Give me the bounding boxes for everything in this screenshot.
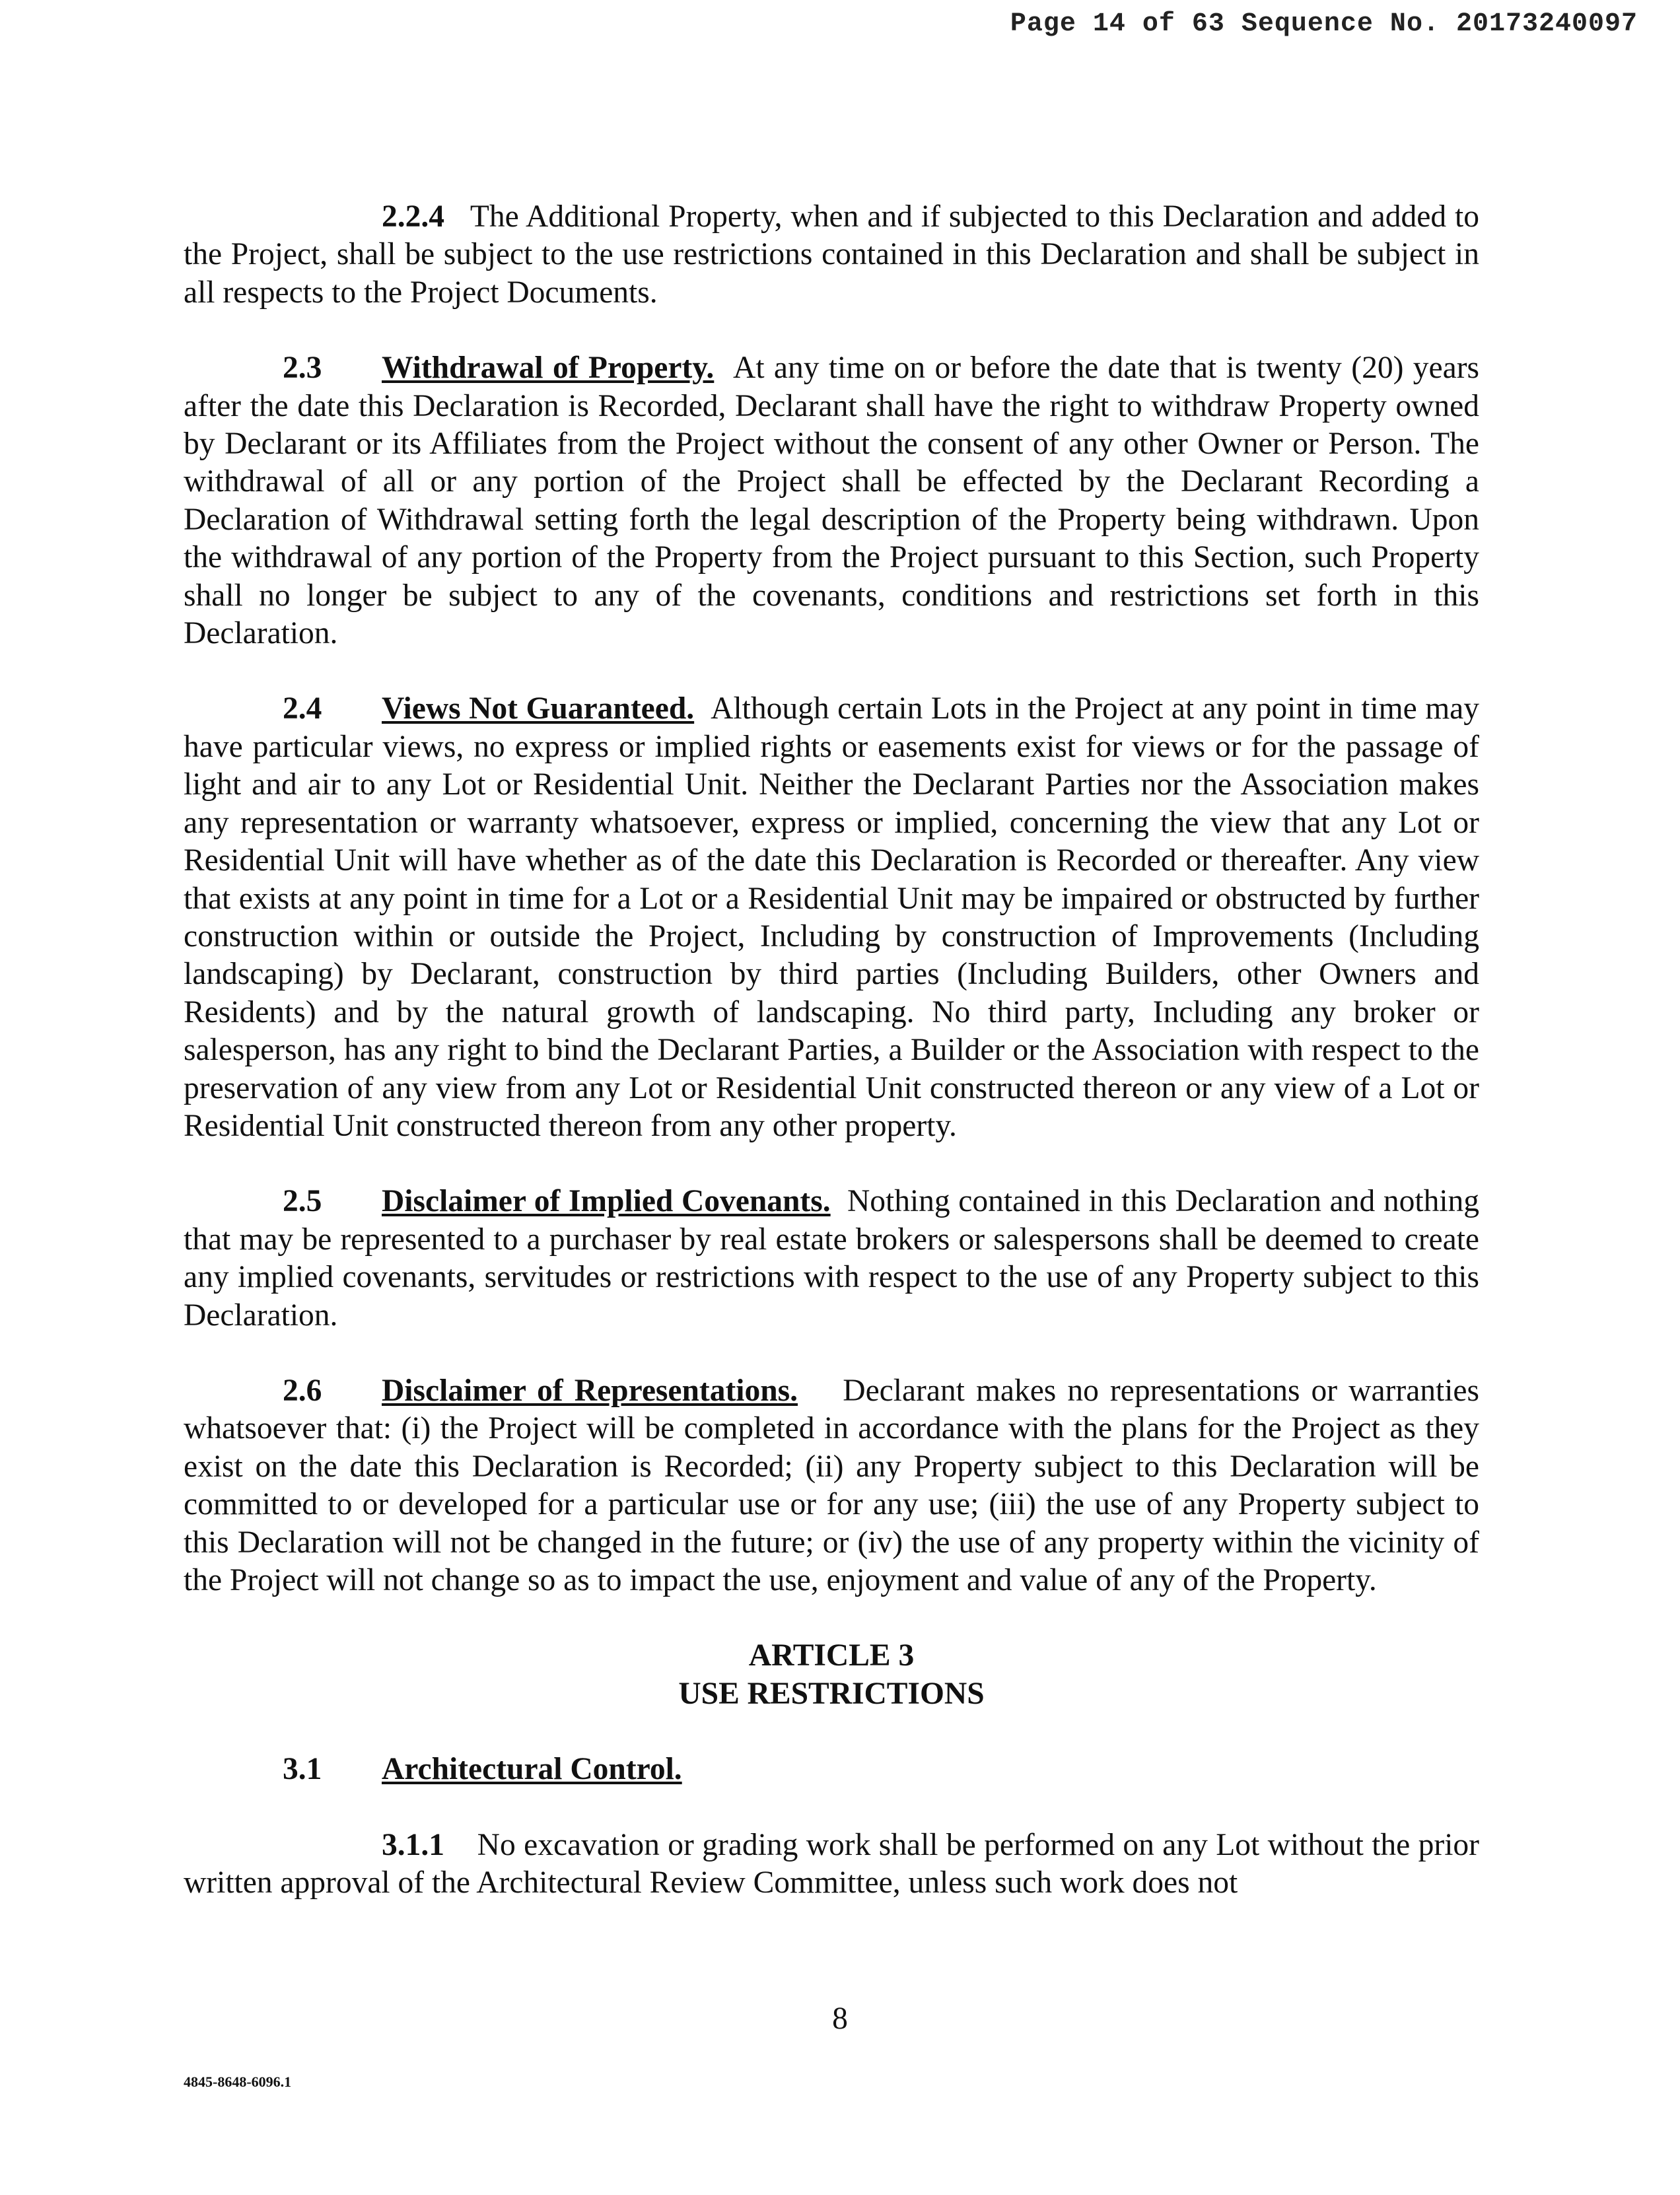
page-sequence-stamp: Page 14 of 63 Sequence No. 20173240097	[1010, 9, 1638, 39]
article-title: USE RESTRICTIONS	[678, 1676, 985, 1711]
section-number: 3.1	[283, 1752, 322, 1787]
section-text: At any time on or before the date that is twenty (20) years after the date this Declaration is Recorded, Declarant shall have the right to withdraw Property owned by Declarant or its Affiliates from the Project without the consent of any other Owner or Person. The withdrawal of all or any portion of the Project shall be effected by the Declarant Recording a Declaration of Withdrawal setting forth the legal description of the Property being withdrawn. Upon the withdrawal of any portion of the Property from the Project pursuant to this Section, such Property shall no longer be subject to any of the covenants, conditions and restrictions set forth in this Declaration.	[184, 351, 1480, 651]
page-number: 8	[832, 2002, 848, 2036]
section-text: Although certain Lots in the Project at any point in time may have particular views, no express or implied rights or easements exist for views or for the passage of light and air to any Lot or Residential Unit. Neither the Declarant Parties nor the Association makes any representation or warranty whatsoever, express or implied, concerning the view that any Lot or Residential Unit will have whether as of the date this Declaration is Recorded or thereafter. Any view that exists at any point in time for a Lot or a Residential Unit may be impaired or obstructed by further construction within or outside the Project, Including by construction of Improvements (Including landscaping) by Declarant, construction by third parties (Including Builders, other Owners and Residents) and by the natural growth of landscaping. No third party, Including any broker or salesperson, has any right to bind the Declarant Parties, a Builder or the Association with respect to the preservation of any view from any Lot or Residential Unit constructed thereon or any view of a Lot or Residential Unit constructed thereon from any other property.	[184, 691, 1479, 1143]
section-title: Disclaimer of Representations.	[382, 1373, 798, 1408]
section-3-1	[184, 1751, 1479, 1788]
section-3-1-1	[184, 1827, 1479, 1902]
section-2-5	[184, 1183, 1479, 1335]
section-text: No excavation or grading work shall be performed on any Lot without the prior written approval of the Architectural Review Committee, unless such work does not	[184, 1827, 1479, 1900]
section-text: The Additional Property, when and if subjected to this Declaration and added to the Project, shall be subject to the use restrictions contained in this Declaration and shall be subject in all respects to the Project Documents.	[184, 199, 1479, 310]
section-number: 2.3	[283, 351, 322, 386]
section-number: 2.2.4	[382, 199, 444, 234]
section-title: Architectural Control.	[382, 1752, 682, 1787]
section-number: 2.5	[283, 1184, 322, 1219]
section-2-4	[184, 690, 1479, 1145]
section-title: Withdrawal of Property.	[382, 351, 715, 386]
section-number: 2.4	[283, 691, 322, 726]
section-number: 2.6	[283, 1373, 322, 1408]
article-heading	[184, 1637, 1479, 1713]
section-2-6	[184, 1372, 1479, 1599]
section-2-2-4	[184, 198, 1479, 312]
article-number: ARTICLE 3	[748, 1638, 915, 1673]
section-number: 3.1.1	[382, 1827, 444, 1862]
section-title: Disclaimer of Implied Covenants.	[382, 1184, 831, 1219]
section-2-3	[184, 349, 1479, 652]
section-text: Declarant makes no representations or warranties whatsoever that: (i) the Project will be completed in accordance with the plans for the Project as they exist on the date this Declaration is Recorded; (ii) any Property subject to this Declaration will be committed to or developed for a particular use or for any use; (iii) the use of any Property subject to this Declaration will not be changed in the future; or (iv) the use of any property within the vicinity of the Project will not change so as to impact the use, enjoyment and value of any of the Property.	[184, 1373, 1479, 1597]
document-body	[184, 198, 1479, 1939]
section-text: Nothing contained in this Declaration and nothing that may be represented to a purchaser by real estate brokers or salespersons shall be deemed to create any implied covenants, servitudes or restrictions with respect to the use of any Property subject to this Declaration.	[184, 1184, 1480, 1333]
section-title: Views Not Guaranteed.	[382, 691, 695, 726]
document-id: 4845-8648-6096.1	[184, 2073, 292, 2090]
